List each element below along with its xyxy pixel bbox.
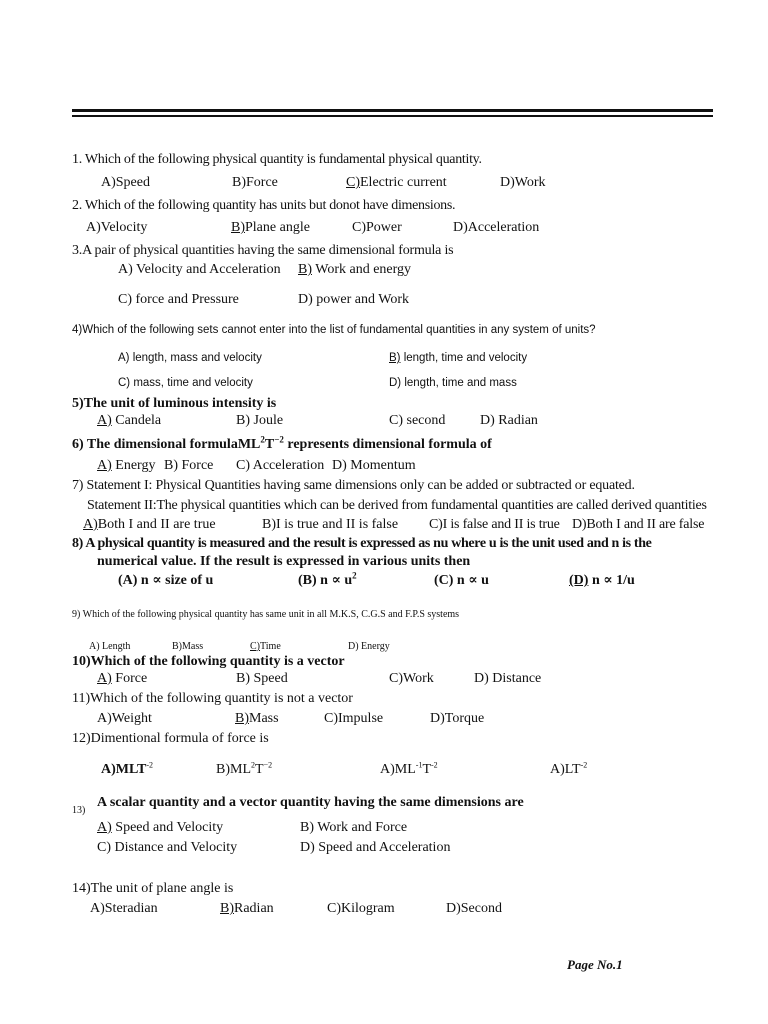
question-5: 5)The unit of luminous intensity is [72,396,277,411]
q3-option-a: A) Velocity and Acceleration [118,262,281,277]
q7-answer-mark: A) [83,517,98,532]
question-8-line-2: numerical value. If the result is expressed in various units then [97,554,471,569]
q6-option-b: B) Force [164,458,214,473]
question-7: 7) Statement I: Physical Quantities having same dimensions only can be added or subtracted or equated. [72,478,635,493]
q2-option-c: C)Power [352,220,402,235]
q14-option-c: C)Kilogram [327,901,395,916]
q11-option-c: C)Impulse [324,711,384,726]
q1-answer-mark: C) [346,175,360,190]
question-12: 12)Dimentional formula of force is [72,731,269,746]
q8-answer-mark: (D) [569,573,589,588]
q10-option-c: C)Work [389,671,434,686]
q10-option-a: A) Force [97,671,148,686]
q8-option-c: (C) n ∝ u [434,573,489,588]
q9-option-a: A) Length [89,641,131,652]
q14-option-b: B)Radian [220,901,274,916]
q3-option-b: B) Work and energy [298,262,412,277]
q2-option-d: D)Acceleration [453,220,540,235]
header-rule-thin [72,115,713,117]
q7-option-a: A)Both I and II are true [83,517,216,532]
q1-option-d: D)Work [500,175,546,190]
q8-option-d: (D) n ∝ 1/u [569,573,635,588]
q1-option-c: C)Electric current [346,175,447,190]
q4-option-d: D) length, time and mass [389,377,517,389]
q9-option-d: D) Energy [348,641,390,652]
q13-option-a: A) Speed and Velocity [97,820,224,835]
q10-option-b: B) Speed [236,671,288,686]
question-6: 6) The dimensional $formulaML^2T^{-2}$ represents dimensional formula of [72,434,492,452]
q5-option-a: A) Candela [97,413,162,428]
q12-option-a: $A)MLT^{-2}$ [101,760,154,777]
question-4: 4)Which of the following sets cannot enter into the list of fundamental quantities in any system of units? [72,324,596,336]
question-11: 11)Which of the following quantity is not a vector [72,691,353,706]
q9-option-b: B)Mass [172,641,204,652]
q13-option-c: C) Distance and Velocity [97,840,238,855]
q11-answer-mark: B) [235,711,249,726]
q6-option-d: D) Momentum [332,458,416,473]
q14-option-a: A)Steradian [90,901,158,916]
q3-answer-mark: B) [298,262,312,277]
page-number: Page No.1 [567,957,623,972]
q5-option-d: D) Radian [480,413,538,428]
q12-option-d: $A)LT^{-2}$ [550,760,588,777]
question-2: 2. Which of the following quantity has units but donot have dimensions. [72,198,456,213]
q11-option-d: D)Torque [430,711,485,726]
q2-option-a: A)Velocity [86,220,148,235]
q5-option-b: B) Joule [236,413,284,428]
q13-answer-mark: A) [97,820,112,835]
q4-option-a: A) length, mass and velocity [118,352,262,364]
header-rule-thick [72,109,713,112]
q5-option-c: C) second [389,413,446,428]
q8-option-a: (A) n ∝ size of u [118,573,214,588]
question-14: 14)The unit of plane angle is [72,881,234,896]
question-8-line-1: 8) A physical quantity is measured and the result is expressed as nu where u is the unit used and n is the [72,536,652,551]
q10-option-d: D) Distance [474,671,542,686]
q7-option-c: C)I is false and II is true [429,517,560,532]
q7-option-d: D)Both I and II are false [572,517,705,532]
question-10: 10)Which of the following quantity is a vector [72,654,345,669]
q13-option-b: B) Work and Force [300,820,408,835]
q11-option-a: A)Weight [97,711,152,726]
q14-option-d: D)Second [446,901,502,916]
q11-option-b: B)Mass [235,711,279,726]
q4-answer-mark: B) [389,352,401,364]
question-9: 9) Which of the following physical quantity has same unit in all M.K.S, C.G.S and F.P.S systems [72,609,460,620]
q3-option-d: D) power and Work [298,292,409,307]
q9-option-c: C)Time [250,641,281,652]
q13-option-d: D) Speed and Acceleration [300,840,451,855]
q3-option-c: C) force and Pressure [118,292,239,307]
q6-answer-mark: A) [97,458,112,473]
question-3: 3.A pair of physical quantities having the same dimensional formula is [72,243,454,258]
q1-option-b: B)Force [232,175,278,190]
question-1: 1. Which of the following physical quantity is fundamental physical quantity. [72,152,482,167]
q6-option-c: C) Acceleration [236,458,325,473]
question-13-number: 13) [72,805,86,816]
q2-option-b: B)Plane angle [231,220,310,235]
q9-answer-mark: C) [250,641,260,652]
q4-option-c: C) mass, time and velocity [118,377,253,389]
q5-answer-mark: A) [97,413,112,428]
q6-option-a: A) Energy [97,458,156,473]
question-13: A scalar quantity and a vector quantity having the same dimensions are [97,795,524,810]
q12-option-b: $B)ML^2T^{-2}$ [216,760,273,777]
q8-option-b: (B) $n \propto u^2$ [298,570,357,588]
q2-answer-mark: B) [231,220,245,235]
q4-option-b: B) length, time and velocity [389,352,528,364]
q10-answer-mark: A) [97,671,112,686]
q14-answer-mark: B) [220,901,234,916]
q7-statement-2: Statement II:The physical quantities which can be derived from fundamental quantities are called derived quantities [87,498,707,513]
q1-option-a: A)Speed [101,175,150,190]
q12-option-c: $A)ML^{-1}T^{-2}$ [380,760,438,777]
q7-option-b: B)I is true and II is false [262,517,399,532]
